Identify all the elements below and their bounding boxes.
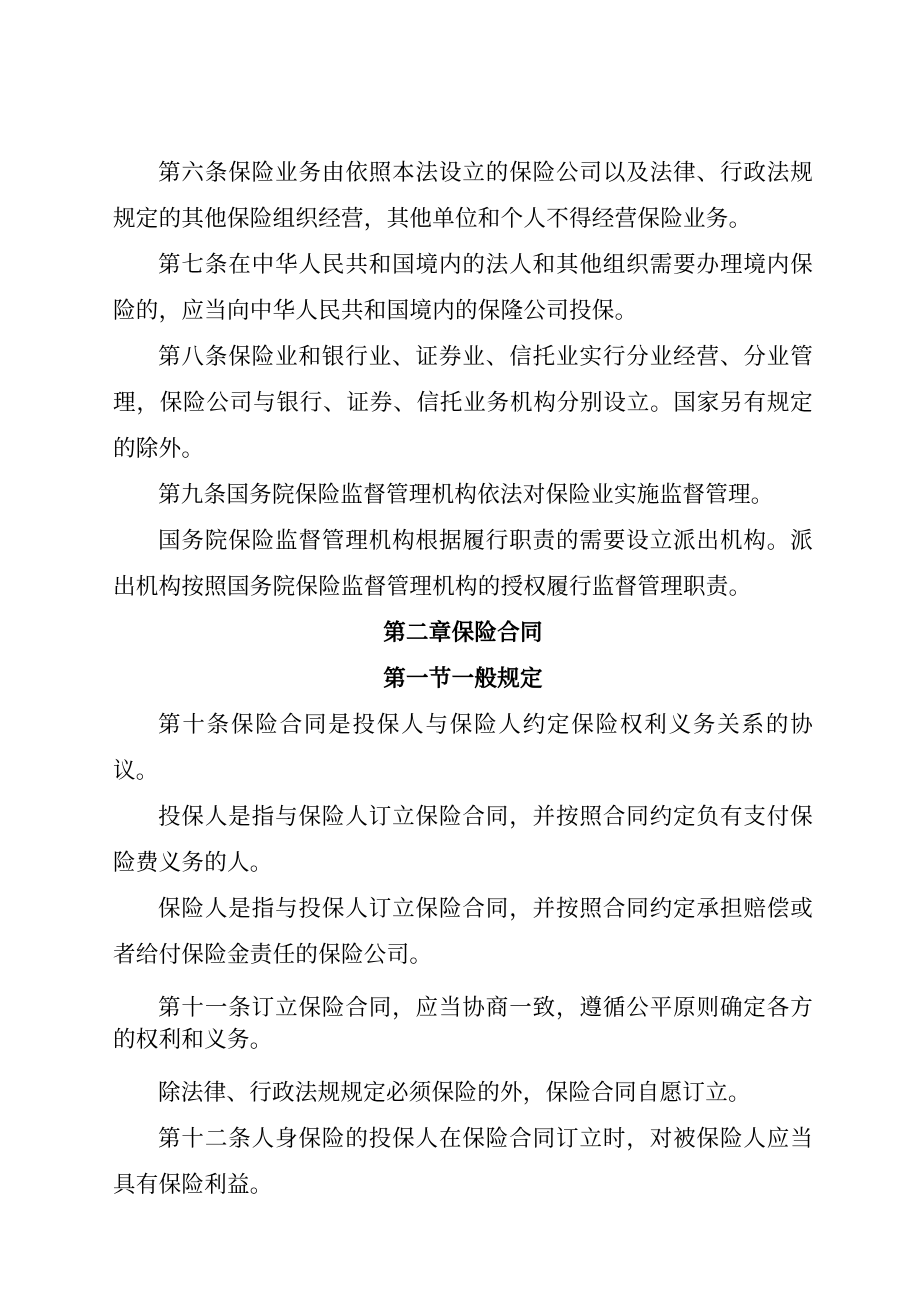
article-7: 第七条在中华人民共和国境内的法人和其他组织需要办理境内保险的，应当向中华人民共和国境内的保隆公司投保。 (113, 252, 813, 324)
article-10-paragraph-2: 投保人是指与保险人订立保险合同，并按照合同约定负有支付保险费义务的人。 (113, 804, 813, 876)
article-10: 第十条保险合同是投保人与保险人约定保险权利义务关系的协议。 (113, 712, 813, 784)
article-11-paragraph-2: 除法律、行政法规规定必须保险的外，保险合同自愿订立。 (158, 1080, 751, 1106)
document-body (113, 150, 813, 1208)
article-11: 第十一条订立保险合同，应当协商一致，遵循公平原则确定各方的权利和义务。 (113, 995, 813, 1053)
section-title: 第一节一般规定 (383, 666, 543, 692)
article-9-paragraph-2: 国务院保险监督管理机构根据履行职责的需要设立派出机构。派出机构按照国务院保险监督管理机构的授权履行监督管理职责。 (113, 528, 813, 600)
article-9: 第九条国务院保险监督管理机构依法对保险业实施监督管理。 (158, 482, 774, 508)
article-12: 第十二条人身保险的投保人在保险合同订立时，对被保险人应当具有保险利益。 (113, 1126, 813, 1198)
article-6: 第六条保险业务由依照本法设立的保险公司以及法律、行政法规规定的其他保险组织经营，其他单位和个人不得经营保险业务。 (113, 160, 813, 232)
chapter-title: 第二章保险合同 (383, 620, 543, 646)
article-8: 第八条保险业和银行业、证券业、信托业实行分业经营、分业管理，保险公司与银行、证券、信托业务机构分别设立。国家另有规定的除外。 (113, 344, 813, 462)
article-10-paragraph-3: 保险人是指与投保人订立保险合同，并按照合同约定承担赔偿或者给付保险金责任的保险公司。 (113, 896, 813, 968)
